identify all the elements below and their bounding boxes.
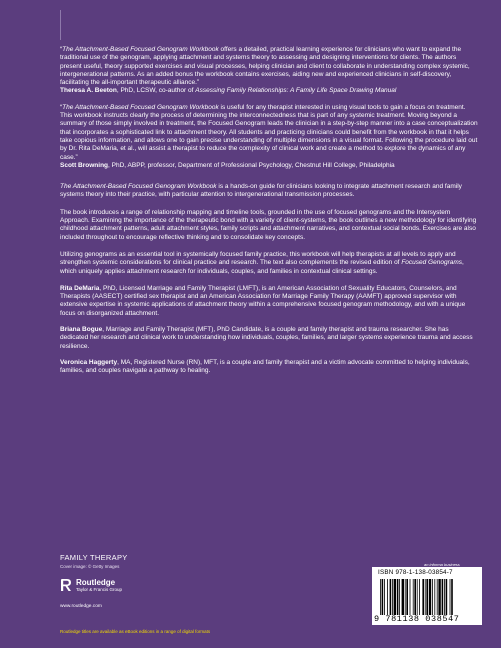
bio-haggerty-text: , MA, Registered Nurse (RN), MFT, is a couple and family therapist and a victim advocate committed to helping individuals, families, and couples navigate a pathway to healing. xyxy=(60,358,470,375)
bio-bogue-text: , Marriage and Family Therapist (MFT), PhD Candidate, is a couple and family therapist and trauma researcher. She has dedicated her research and clinical work to understanding how individuals, couples, families, and larger systems experience trauma and access resilience. xyxy=(60,326,473,350)
quote-2-book-title: The Attachment-Based Focused Genogram Workbook xyxy=(62,103,219,111)
intro-paragraph xyxy=(60,183,478,200)
bio-demaria-name: Rita DeMaria xyxy=(60,284,100,292)
barcode-bar xyxy=(402,579,404,615)
bio-demaria-text: , PhD, Licensed Marriage and Family Therapist (LMFT), is an American Association of Sexuality Educators, Counselors, and Therapists (AASECT) certified sex therapist and an American Association for Marriage Family Therapy (AAMFT) approved supervisor with extensive expertise in systemic applications of attachment theory within a comprehensive focused genogram methodology, and with a unique focus on disorganized attachment. xyxy=(60,284,466,317)
barcode-bar xyxy=(392,579,393,615)
publisher-text xyxy=(76,578,122,592)
ebook-note: Routledge titles are available as eBook editions in a range of digital formats xyxy=(60,629,211,634)
barcode-bar xyxy=(413,579,414,615)
barcode-number: 9 781138 038547 xyxy=(374,614,460,624)
barcode-bar xyxy=(387,579,388,615)
utilizing-tail: , which uniquely applies attachment research for individuals, couples, and families in contextual clinical settings. xyxy=(60,259,464,275)
quote-2-author: Scott Browning xyxy=(60,161,109,169)
bio-bogue xyxy=(60,326,478,351)
cover-text xyxy=(60,46,478,384)
publisher-logo-block xyxy=(60,578,122,592)
barcode-bar xyxy=(425,579,426,615)
barcode-bar xyxy=(405,579,406,615)
utilizing-work: Focused Genograms xyxy=(401,259,463,267)
bio-demaria xyxy=(60,285,478,318)
barcode-bar xyxy=(417,579,418,615)
quote-1-author: Theresa A. Beeton xyxy=(60,87,117,95)
informa-business-tag: an informa business xyxy=(424,562,460,567)
barcode-bar xyxy=(384,579,385,615)
barcode-bar xyxy=(380,579,381,615)
quote-2-text: is useful for any therapist interested in using visual tools to gain a focus on treatment. This workbook instructs clearly the process of determining the interconnectedness that is part of any systemic treatment. Moving beyond a summary of those simply involved in treatment, the Focused Genogram leads the clinician in a step-by-step manner into a case conceptualization that incorporates a sophisticated link to attachment theory. All students and practicing clinicians could benefit from the workbook in that it helps take copious information, and allows one to gain precise understanding of multiple dimensions in a visual format. Following the procedure laid out by Dr. Rita DeMaria, et al., will assist a therapist to reduce the complexity of clinical work and create a method to explore the dynamics of any case. xyxy=(60,103,478,161)
barcode-bar xyxy=(406,579,408,615)
barcode-bar xyxy=(414,579,416,615)
quote-2-credentials: , PhD, ABPP, professor, Department of Professional Psychology, Chestnut Hill College, Philadelphia xyxy=(108,161,395,169)
bio-bogue-name: Briana Bogue xyxy=(60,326,103,334)
publisher-name: Routledge xyxy=(76,578,116,587)
barcode-bar xyxy=(382,579,384,615)
barcode-bar xyxy=(442,579,444,615)
publisher-subtitle: Taylor & Francis Group xyxy=(76,587,123,592)
barcode-bar xyxy=(429,579,431,615)
barcode-bar xyxy=(451,579,453,615)
barcode-bar xyxy=(419,579,420,615)
utilizing-text: Utilizing genograms as an essential tool in systemically focused family practice, this workbook will help therapists at all levels to apply and strengthen systemic considerations for clinical practice and research. The text also complements the revised edition of xyxy=(60,250,456,267)
barcode xyxy=(372,567,482,625)
category-label: FAMILY THERAPY xyxy=(60,553,128,562)
body-paragraph: The book introduces a range of relationship mapping and timeline tools, grounded in the use of focused genograms and the Intersystem Approach. Examining the importance of the therapeutic bond with a variety of client-systems, the book outlines a new methodology for identifying childhood attachment patterns, adult attachment styles, family scripts and attachment narratives, and contextual social bonds. Exercises are also included throughout to encourage reflective thinking and to consolidate key concepts. xyxy=(60,208,477,241)
barcode-bar xyxy=(437,579,438,615)
quote-1-credentials: , PhD, LCSW, co-author of xyxy=(116,87,196,95)
barcode-bar xyxy=(438,579,440,615)
intro-text: is a hands-on guide for clinicians looking to integrate attachment research and family systems theory into their practice, with particular attention to intergenerational transmission processes. xyxy=(60,183,462,199)
isbn-label: ISBN 978-1-138-03854-7 xyxy=(378,569,453,576)
cover-credit: Cover image: © Getty Images xyxy=(60,564,120,569)
quote-1: “The Attachment-Based Focused Genogram Workbook offers a detailed, practical learning experience for clinicians who want to expand the traditional use of the genogram, applying attachment and systems theory to assessing and designing interventions for clients. The authors present useful, theory supported exercises and visual processes, helping clinician and client to collaborate in understanding complex systemic, intergenerational patterns. As an added bonus the workbook contains exercises, aiding new and experienced clinicians in self-discovery, facilitating the all-important therapeutic alliance.” Theresa A. Beeton, PhD, LCSW, co-author of Assessing Family Relationships: A Family Life Space Drawing Manual xyxy=(60,46,470,95)
barcode-bar xyxy=(426,579,428,615)
utilizing-paragraph xyxy=(60,251,478,276)
barcode-bar xyxy=(432,579,433,615)
barcode-bar xyxy=(399,579,400,615)
routledge-logo-icon xyxy=(60,578,72,592)
barcode-bar xyxy=(410,579,411,615)
bio-haggerty-name: Veronica Haggerty xyxy=(60,358,118,366)
quote-1-text: offers a detailed, practical learning experience for clinicians who want to expand the traditional use of the genogram, applying attachment and systems theory to assessing and designing interventions for clients. The authors present useful, theory supported exercises and visual processes, helping clinician and client to collaborate in understanding complex systemic, intergenerational patterns. As an added bonus the workbook contains exercises, aiding new and experienced clinicians in self-discovery, facilitating the all-important therapeutic alliance. xyxy=(60,46,470,87)
barcode-bar xyxy=(397,579,399,615)
barcode-bar xyxy=(394,579,396,615)
barcode-bar xyxy=(450,579,451,615)
quote-2: “The Attachment-Based Focused Genogram Workbook is useful for any therapist interested in using visual tools to gain a focus on treatment. This workbook instructs clearly the process of determining the interconnectedness that is part of any systemic treatment. Moving beyond a summary of those simply involved in treatment, the Focused Genogram leads the clinician in a step-by-step manner into a case conceptualization that incorporates a sophisticated link to attachment theory. All students and practicing clinicians could benefit from the workbook in that it helps take copious information, and allows one to gain precise understanding of multiple dimensions in a visual format. Following the procedure laid out by Dr. Rita DeMaria, et al., will assist a therapist to reduce the complexity of clinical work and create a method to explore the dynamics of any case.” Scott Browning, PhD, ABPP, professor, Department of Professional Psychology, Chestnut Hill College, Philadelphia xyxy=(60,103,478,169)
quote-1-book-title: The Attachment-Based Focused Genogram Workbook xyxy=(62,46,219,53)
barcode-bar xyxy=(390,579,392,615)
publisher-website: www.routledge.com xyxy=(60,604,102,609)
barcode-bar xyxy=(446,579,448,615)
bio-haggerty xyxy=(60,359,478,376)
quote-1-work: Assessing Family Relationships: A Family Life Space Drawing Manual xyxy=(195,87,397,95)
barcode-bar xyxy=(422,579,424,615)
top-rule xyxy=(60,10,61,40)
category-block xyxy=(60,553,300,569)
intro-book-title: The Attachment-Based Focused Genogram Workbook xyxy=(60,183,217,191)
barcode-bars xyxy=(380,579,476,615)
barcode-bar xyxy=(434,579,435,615)
barcode-bar xyxy=(444,579,445,615)
